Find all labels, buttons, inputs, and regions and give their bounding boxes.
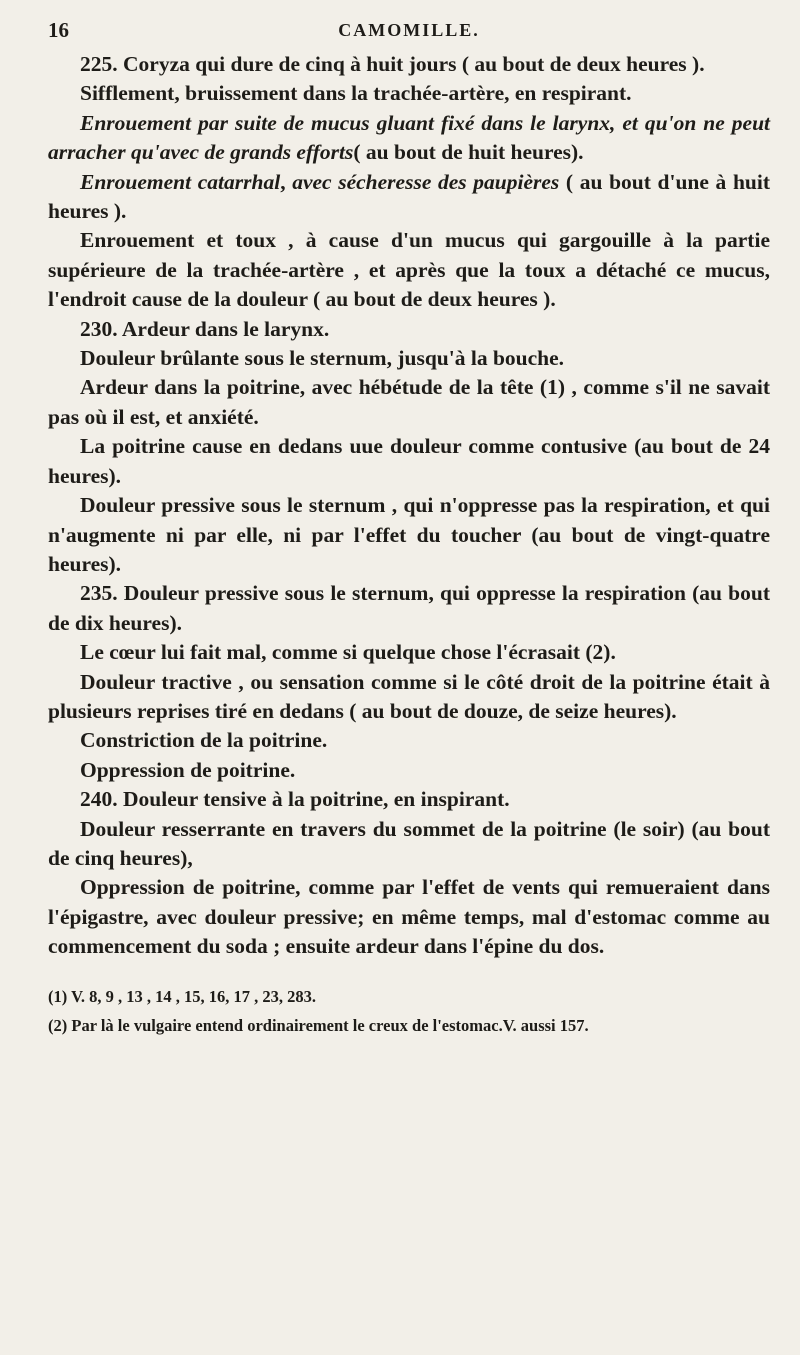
text-run: 225. Coryza qui dure de cinq à huit jours ( au bout de deux heures ).: [80, 52, 705, 76]
running-title: CAMOMILLE.: [338, 20, 480, 40]
text-run: Ardeur dans la poitrine, avec hébétude de la tête (1) , comme s'il ne savait pas où il est, et anxiété.: [48, 375, 770, 429]
paragraph: [48, 344, 770, 373]
text-run: Constriction de la poitrine.: [80, 728, 328, 753]
paragraph: [48, 168, 770, 227]
footnotes: [48, 982, 770, 1040]
italic-text: Enrouement catarrhal: [80, 169, 281, 194]
paragraph: [48, 638, 770, 667]
paragraph: [48, 756, 770, 785]
text-run: Enrouement et toux , à cause d'un mucus qui gargouille à la partie supérieure de la trachée-artère , et après que la toux a détaché ce mucus, l'endroit cause de la douleur ( au bout de deux heures ).: [48, 228, 770, 312]
paragraph: [48, 873, 770, 961]
paragraph: [48, 109, 770, 168]
italic-text: avec sécheresse des paupières: [292, 169, 560, 194]
text-run: 240. Douleur tensive à la poitrine, en inspirant.: [80, 787, 510, 812]
text-run: Douleur tractive , ou sensation comme si le côté droit de la poitrine était à plusieurs reprises tiré en dedans ( au bout de douze, de seize heures).: [48, 669, 770, 723]
text-run: ( au bout d'une à huit heures ).: [48, 169, 770, 224]
paragraph: [48, 315, 770, 344]
paragraph: [48, 491, 770, 579]
paragraph: [48, 373, 770, 432]
body-text: [48, 50, 770, 962]
text-run: Douleur resserrante en travers du sommet de la poitrine (le soir) (au bout de cinq heures),: [48, 816, 770, 870]
running-head: [48, 12, 770, 42]
paragraph: [48, 579, 770, 638]
paragraph: [48, 50, 770, 79]
paragraph: [48, 815, 770, 874]
paragraph: [48, 432, 770, 491]
text-run: ,: [280, 169, 293, 194]
text-run: La poitrine cause en dedans uue douleur comme contusive (au bout de 24 heures).: [48, 434, 770, 488]
paragraph: [48, 226, 770, 314]
footnote: (1) V. 8, 9 , 13 , 14 , 15, 16, 17 , 23, 283.: [48, 986, 316, 1006]
text-run: Oppression de poitrine.: [80, 757, 296, 782]
text-run: 235. Douleur pressive sous le sternum, qui oppresse la respiration (au bout de dix heures).: [48, 581, 770, 635]
text-run: Oppression de poitrine, comme par l'effet de vents qui remueraient dans l'épigastre, avec douleur pressive; en même temps, mal d'estomac comme au commencement du soda ; ensuite ardeur dans l'épine du dos.: [48, 875, 770, 959]
text-run: Douleur pressive sous le sternum , qui n'oppresse pas la respiration, et qui n'augmente ni par elle, ni par l'effet du toucher (au bout de vingt-quatre heures).: [48, 493, 770, 576]
page-number: 16: [48, 18, 69, 42]
paragraph: [48, 726, 770, 755]
text-run: Le cœur lui fait mal, comme si quelque chose l'écrasait (2).: [80, 640, 616, 665]
text-run: Sifflement, bruissement dans la trachée-artère, en respirant.: [80, 81, 632, 106]
paragraph: [48, 79, 770, 108]
paragraph: [48, 668, 770, 727]
italic-text: Enrouement par suite de mucus gluant fixé dans le larynx, et qu'on ne peut arracher qu'avec de grands efforts: [48, 110, 770, 165]
text-run: Douleur brûlante sous le sternum, jusqu'à la bouche.: [80, 346, 565, 371]
paragraph: [48, 785, 770, 814]
footnote: (2) Par là le vulgaire entend ordinairement le creux de l'estomac.V. aussi 157.: [48, 1015, 589, 1035]
text-run: ( au bout de huit heures).: [353, 140, 584, 165]
text-run: 230. Ardeur dans le larynx.: [80, 316, 330, 341]
